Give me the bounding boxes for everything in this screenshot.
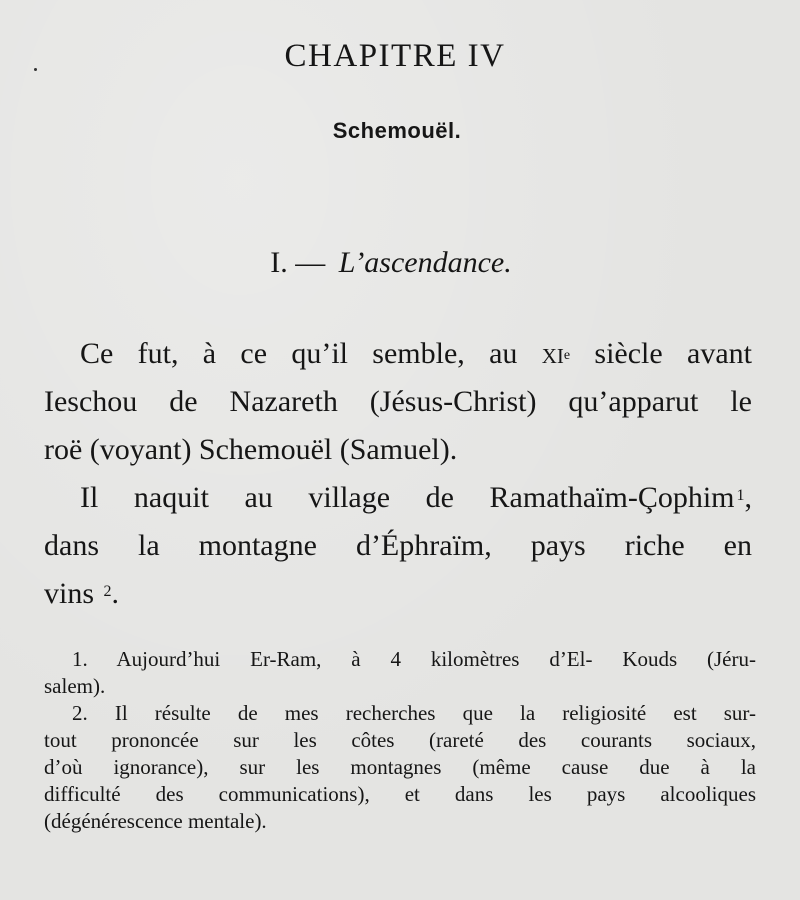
footnote-line: 1. Aujourd’hui Er-Ram, à 4 kilomètres d’El- Kouds (Jéru- (72, 647, 756, 671)
body-line: dans la montagne d’Éphraïm, pays riche en (44, 529, 752, 562)
body-line: Il naquit au village de Ramathaïm-Çophim $^1$, (80, 481, 752, 514)
body-line: vins $^2$. (44, 577, 120, 610)
footnote-line: difficulté des communications), et dans les pays alcooliques (44, 782, 756, 806)
section-heading (0, 246, 800, 280)
footnote-ref-1: 1 (736, 487, 745, 504)
body-line: Ce fut, à ce qu’il semble, au $xi^e$ siècle avant (80, 337, 752, 370)
footnote-line: 2. Il résulte de mes recherches que la religiosité est sur- (72, 701, 756, 725)
body-line: Ieschou de Nazareth (Jésus-Christ) qu’apparut le (44, 385, 752, 418)
chapter-title: CHAPITRE IV (284, 38, 506, 74)
footnote-line: (dégénérescence mentale). (44, 809, 267, 833)
footnote-ref-2: 2 (103, 583, 112, 600)
section-title: L’ascendance. (338, 246, 512, 279)
body-line: roë (voyant) Schemouël (Samuel). (44, 433, 458, 466)
body-text (44, 330, 752, 618)
footnote-line: d’où ignorance), sur les montagnes (même cause due à la (44, 755, 756, 779)
footnote-line: tout prononcée sur les côtes (rareté des courants sociaux, (44, 728, 756, 752)
section-number: I. — (270, 246, 326, 279)
chapter-subtitle: Schemouël. (332, 118, 462, 143)
footnote-line: salem). (44, 674, 106, 698)
footnotes (44, 646, 756, 835)
